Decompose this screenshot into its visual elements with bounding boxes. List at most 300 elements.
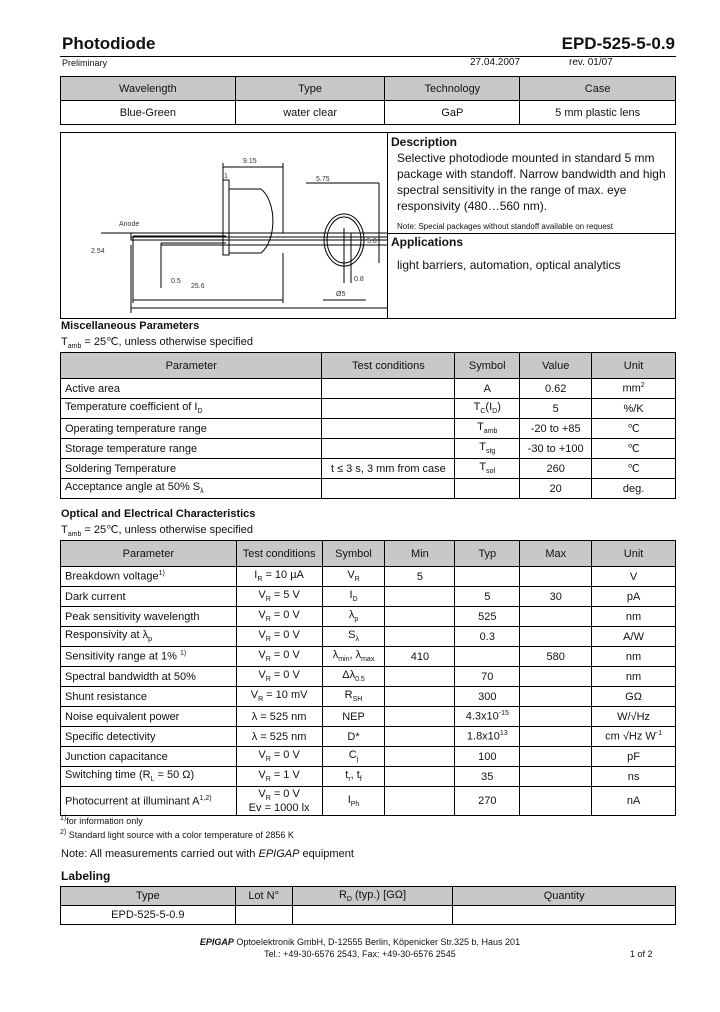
table-cell — [385, 647, 455, 667]
text-part: R — [265, 596, 271, 604]
table-cell — [592, 647, 676, 667]
footer-address-text: Optoelektronik GmbH, D-12555 Berlin, Köpenicker Str.325 b, Haus 201 — [233, 937, 521, 947]
text-part: λ — [200, 488, 204, 496]
table-cell — [322, 587, 385, 607]
text-part: SH — [352, 696, 363, 704]
text: -30 to +100 — [527, 442, 584, 455]
box-divider — [387, 133, 388, 318]
text: W/√Hz — [617, 710, 651, 723]
table-cell — [592, 707, 676, 727]
table-cell — [322, 727, 385, 747]
text: Max — [545, 547, 567, 560]
column-header — [592, 353, 676, 379]
column-header — [592, 541, 676, 567]
text-part: r — [348, 776, 351, 784]
table-cell — [455, 419, 520, 439]
text-part: = 5 V — [270, 589, 300, 602]
text-part: Ph — [350, 801, 360, 809]
text: Dark current — [65, 590, 126, 603]
text-part: p — [354, 616, 359, 624]
text: Min — [411, 547, 429, 560]
table-header-row — [61, 77, 676, 101]
text-part: Photocurrent at illuminant A — [65, 795, 200, 808]
status-label: Preliminary — [62, 58, 108, 68]
document-date: 27.04.2007 — [470, 57, 521, 68]
table-cell — [385, 587, 455, 607]
measurement-note — [61, 848, 354, 860]
table-row — [61, 747, 676, 767]
column-header — [322, 541, 385, 567]
table-cell — [592, 727, 676, 747]
text-part: R — [258, 696, 264, 704]
text: Type — [135, 890, 160, 902]
table-cell — [592, 687, 676, 707]
column-header — [385, 541, 455, 567]
column-header — [235, 887, 292, 906]
misc-parameters-table — [60, 352, 676, 499]
text: λ = 525 nm — [251, 730, 307, 743]
optical-condition — [61, 523, 253, 538]
text-part: 1,2) — [199, 794, 212, 802]
note-brand: EPIGAP — [258, 848, 300, 860]
text: -20 to +85 — [530, 422, 581, 435]
text-part: ) — [497, 401, 501, 414]
table-cell — [61, 459, 322, 479]
text-part: 2) — [60, 829, 67, 836]
text-part: V — [258, 787, 266, 800]
text: nm — [625, 610, 642, 623]
table-row — [61, 567, 676, 587]
table-cell — [455, 747, 520, 767]
text: Quantity — [543, 890, 585, 902]
note-text: Note: All measurements carried out with — [61, 848, 259, 860]
table-cell — [322, 627, 385, 647]
table-cell — [385, 727, 455, 747]
text-part: for information only — [66, 816, 143, 826]
text-part: λ — [348, 609, 355, 622]
text: 70 — [481, 670, 494, 683]
dim-label: 25.6 — [191, 283, 205, 290]
table-cell — [520, 419, 592, 439]
table-cell — [61, 627, 237, 647]
table-cell — [322, 399, 455, 419]
text: 270 — [478, 795, 497, 807]
table-cell — [236, 587, 322, 607]
text: Spectral bandwidth at 50% — [65, 670, 196, 683]
column-header — [61, 77, 236, 101]
text-part: T — [479, 461, 487, 474]
table-cell — [385, 707, 455, 727]
box-divider — [387, 233, 675, 234]
table-cell — [61, 707, 237, 727]
text-part: = 0 V — [270, 649, 300, 662]
column-header — [455, 353, 520, 379]
text-part: sol — [486, 468, 496, 476]
table-cell — [453, 906, 676, 925]
text-part: 1) — [60, 815, 67, 822]
text: nm — [625, 650, 642, 663]
text: Parameter — [122, 547, 174, 560]
part-number: EPD-525-5-0.9 — [561, 34, 675, 53]
table-cell — [520, 399, 592, 419]
text-part: D — [197, 408, 203, 416]
text-part: 1) — [158, 570, 165, 578]
text-part: 1.8x10 — [466, 730, 500, 743]
table-cell — [236, 567, 322, 587]
column-header — [235, 77, 385, 101]
dim-label: Ø5 — [336, 291, 346, 298]
table-cell — [592, 399, 676, 419]
text-part: I — [347, 793, 351, 806]
text-part: R — [265, 636, 271, 644]
text-part: C — [480, 408, 486, 416]
product-info-box — [60, 132, 676, 319]
table-row — [61, 439, 676, 459]
text-part: = 25℃, unless otherwise specified — [81, 336, 253, 348]
table-cell — [520, 667, 592, 687]
text: %/K — [623, 402, 644, 415]
text-part: V — [258, 589, 266, 602]
table-cell — [592, 567, 676, 587]
footer-contact: Tel.: +49-30-6576 2543, Fax: +49-30-6576 2545 — [264, 949, 456, 959]
table-cell — [235, 101, 385, 125]
document-title: Photodiode — [62, 34, 156, 53]
table-row — [61, 707, 676, 727]
text-part: = 25℃, unless otherwise specified — [81, 524, 253, 536]
text: nA — [626, 795, 641, 807]
table-cell — [455, 459, 520, 479]
table-cell — [322, 707, 385, 727]
text-part: (typ.) [GΩ] — [351, 888, 407, 901]
description-text: Selective photodiode mounted in standard 5 mm package with standoff. Narrow bandwidth and high spectral sensitivity in the range of max. eye responsivity (480…560 nm). — [397, 151, 666, 213]
text-part: V — [347, 569, 355, 582]
table-cell — [385, 767, 455, 787]
text-part: T — [61, 336, 68, 348]
text-part: = 1 V — [270, 769, 300, 782]
text-part: λ — [355, 636, 359, 644]
table-cell — [235, 906, 292, 925]
table-cell — [322, 667, 385, 687]
text-part: Acceptance angle at 50% S — [65, 481, 201, 494]
table-cell — [385, 607, 455, 627]
text-part: R — [344, 689, 353, 702]
text-part: T — [473, 401, 481, 414]
text: 20 — [549, 482, 562, 495]
table-cell — [236, 727, 322, 747]
table-cell — [592, 587, 676, 607]
column-header — [520, 541, 592, 567]
table-cell — [61, 567, 237, 587]
text: Shunt resistance — [65, 690, 147, 703]
table-cell — [455, 379, 520, 399]
note-text: equipment — [299, 848, 354, 860]
table-cell — [322, 439, 455, 459]
table-cell — [520, 439, 592, 459]
table-cell — [236, 767, 322, 787]
text-part: 1) — [179, 650, 187, 658]
table-cell — [61, 647, 237, 667]
table-cell — [236, 607, 322, 627]
text-part: T — [479, 441, 486, 454]
dim-label: 5.75 — [316, 176, 330, 183]
text-part: mm — [622, 382, 641, 395]
text-part: R — [265, 616, 271, 624]
text-part: R — [265, 756, 271, 764]
text-part: min — [338, 656, 350, 664]
text-part: V — [250, 689, 259, 702]
text: Noise equivalent power — [65, 710, 180, 723]
table-cell — [385, 787, 455, 816]
text-part: = 0 V — [270, 669, 300, 682]
text: pF — [627, 750, 640, 763]
text-part: = 0 V Ev = 1000 lx — [248, 787, 310, 815]
text-part: S — [348, 629, 356, 642]
description-heading: Description — [391, 135, 458, 149]
table-cell — [236, 747, 322, 767]
table-cell — [520, 687, 592, 707]
text-part: 2 — [640, 382, 645, 390]
table-header-row — [61, 887, 676, 906]
text-part: D — [492, 408, 498, 416]
description-note: Note: Special packages without standoff available on request — [397, 222, 613, 231]
applications-heading: Applications — [391, 235, 464, 249]
text: Unit — [623, 547, 644, 560]
text: Blue-Green — [119, 106, 176, 119]
text: ℃ — [627, 423, 640, 435]
column-header — [385, 77, 520, 101]
text: Parameter — [165, 359, 217, 372]
table-cell — [520, 567, 592, 587]
table-header-row — [61, 541, 676, 567]
text-part: amb — [67, 531, 82, 539]
text: V — [629, 570, 638, 583]
text-part: 13 — [499, 730, 508, 738]
text-part: Breakdown voltage — [65, 570, 159, 583]
text: Type — [298, 82, 323, 95]
dim-label: 5.8 — [367, 238, 377, 245]
table-cell — [322, 419, 455, 439]
text: 260 — [546, 462, 565, 475]
text-part: , λ — [349, 649, 362, 662]
table-cell — [520, 647, 592, 667]
footer-brand: EPIGAP — [199, 937, 234, 947]
text: Specific detectivity — [65, 730, 156, 743]
text-part: R — [354, 576, 360, 584]
table-cell — [322, 479, 455, 499]
table-cell — [455, 607, 520, 627]
table-cell — [592, 767, 676, 787]
table-cell — [385, 101, 520, 125]
text-part: V — [258, 629, 266, 642]
text: Wavelength — [119, 82, 177, 95]
table-cell — [455, 707, 520, 727]
table-cell — [520, 747, 592, 767]
table-row — [61, 667, 676, 687]
table-cell — [520, 587, 592, 607]
table-row — [61, 459, 676, 479]
table-cell — [322, 647, 385, 667]
text-part: T — [477, 421, 484, 434]
text: GaP — [441, 106, 464, 119]
table-cell — [592, 439, 676, 459]
table-cell — [592, 747, 676, 767]
text-part: λ — [332, 649, 339, 662]
text: Value — [542, 359, 570, 372]
text-part: = 0 V — [270, 609, 300, 622]
text: 30 — [549, 590, 562, 603]
text-part: 4.3x10 — [465, 710, 499, 723]
text-part: I — [349, 589, 353, 602]
text-part: Responsivity at λ — [65, 629, 149, 642]
text-part: D — [352, 596, 358, 604]
dim-label: 9.15 — [243, 158, 257, 165]
text: water clear — [283, 106, 337, 119]
table-cell — [236, 787, 322, 816]
table-cell — [61, 687, 237, 707]
text: Operating temperature range — [65, 422, 207, 435]
table-cell — [520, 767, 592, 787]
text: ns — [627, 770, 640, 783]
table-row — [61, 419, 676, 439]
table-cell — [520, 479, 592, 499]
text-part: = 10 mV — [263, 689, 308, 702]
table-row — [61, 101, 676, 125]
column-header — [520, 353, 592, 379]
text: GΩ — [625, 690, 642, 703]
column-header — [236, 541, 322, 567]
table-row — [61, 687, 676, 707]
text-part: Standard light source with a color temperature of 2856 K — [66, 830, 294, 840]
table-cell — [322, 687, 385, 707]
text: 410 — [410, 650, 430, 663]
package-drawing-detail — [61, 133, 387, 318]
text: 5 — [416, 570, 423, 583]
table-row — [61, 906, 676, 925]
text-part: -1 — [655, 730, 662, 738]
text-part: = 0 V — [270, 629, 300, 642]
dim-label: 0.5 — [171, 278, 181, 285]
column-header — [292, 887, 453, 906]
table-cell — [322, 747, 385, 767]
table-cell — [61, 379, 322, 399]
dim-label: 2.54 — [91, 248, 105, 255]
table-cell — [61, 607, 237, 627]
table-cell — [455, 767, 520, 787]
overview-table — [60, 76, 676, 125]
misc-condition — [61, 335, 253, 350]
table-cell — [61, 747, 237, 767]
table-cell — [455, 687, 520, 707]
misc-title: Miscellaneous Parameters — [61, 320, 200, 332]
text-part: D — [346, 896, 352, 904]
table-cell — [385, 747, 455, 767]
text: 5 mm plastic lens — [555, 106, 641, 119]
text-part: -15 — [498, 710, 509, 718]
dim-label: 0.8 — [354, 276, 364, 283]
table-cell — [455, 567, 520, 587]
text-part: C — [348, 749, 357, 762]
text: 300 — [478, 690, 497, 703]
text: D* — [347, 730, 360, 743]
text-part: V — [258, 769, 266, 782]
table-cell — [322, 787, 385, 816]
text: ℃ — [627, 463, 640, 475]
text-part: 0.5 — [355, 676, 365, 684]
column-header — [322, 353, 455, 379]
table-cell — [592, 379, 676, 399]
table-cell — [322, 767, 385, 787]
table-cell — [592, 419, 676, 439]
text-part: p — [148, 636, 153, 644]
table-cell — [455, 727, 520, 747]
table-row — [61, 647, 676, 667]
table-cell — [61, 787, 237, 816]
table-cell — [236, 647, 322, 667]
table-cell — [61, 727, 237, 747]
text: Symbol — [335, 547, 372, 560]
table-row — [61, 399, 676, 419]
text-part: R — [338, 888, 347, 901]
text: 5 — [484, 590, 491, 603]
text: Symbol — [468, 359, 506, 372]
text-part: = 10 µA — [262, 569, 304, 582]
table-cell — [520, 707, 592, 727]
column-header — [520, 77, 676, 101]
table-cell — [61, 101, 236, 125]
text: A — [483, 382, 491, 395]
table-header-row — [61, 353, 676, 379]
table-cell — [385, 687, 455, 707]
table-cell — [385, 627, 455, 647]
footer-address — [0, 937, 720, 947]
table-cell — [520, 627, 592, 647]
text-part: L — [150, 776, 155, 784]
text: Storage temperature range — [65, 442, 198, 455]
text-part: Δλ — [342, 669, 356, 682]
text-part: V — [258, 669, 266, 682]
text: 580 — [546, 650, 565, 663]
text-part: R — [265, 656, 271, 664]
text-part: amb — [67, 343, 82, 351]
table-cell — [592, 459, 676, 479]
table-cell — [520, 101, 676, 125]
table-cell — [592, 787, 676, 816]
table-cell — [520, 379, 592, 399]
table-cell — [236, 707, 322, 727]
table-row — [61, 787, 676, 816]
column-header — [61, 353, 322, 379]
text-part: Sensitivity range at 1% — [65, 650, 180, 663]
text-part: Temperature coefficient of I — [65, 401, 198, 414]
table-cell — [236, 687, 322, 707]
table-cell — [592, 479, 676, 499]
text: Junction capacitance — [65, 750, 168, 763]
text-part: R — [257, 576, 263, 584]
table-cell — [236, 627, 322, 647]
footnote-1 — [60, 815, 143, 826]
text: A/W — [623, 630, 644, 643]
table-cell — [385, 667, 455, 687]
dim-label: Anode — [119, 221, 140, 228]
text: Lot N° — [248, 890, 280, 902]
table-row — [61, 727, 676, 747]
text-part: , t — [350, 769, 360, 782]
table-cell — [322, 567, 385, 587]
text-part: R — [265, 795, 271, 803]
text-part: amb — [483, 428, 498, 436]
table-cell — [322, 459, 455, 479]
text: 0.3 — [479, 630, 495, 643]
